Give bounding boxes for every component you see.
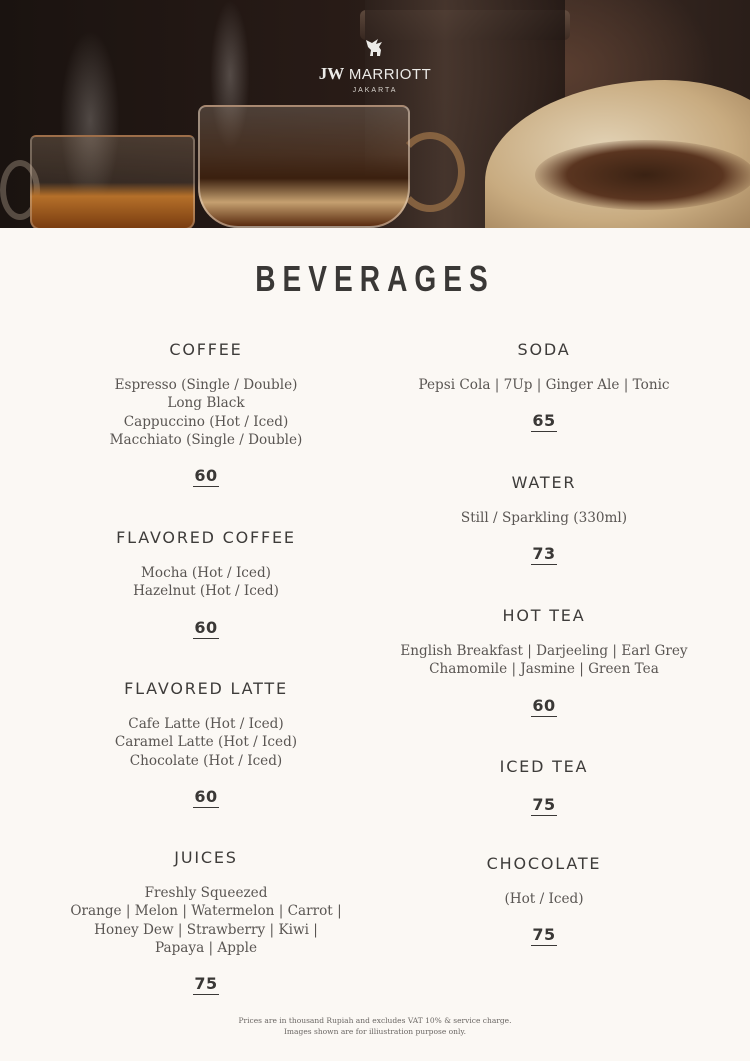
item-list (46, 376, 366, 449)
footer-note (0, 1015, 750, 1037)
section-flavored-coffee (46, 528, 366, 639)
price: 65 (532, 411, 556, 431)
menu-item: Pepsi Cola | 7Up | Ginger Ale | Tonic (418, 377, 670, 393)
menu-item: Orange | Melon | Watermelon | Carrot | (70, 903, 342, 920)
espresso-cup-shape (30, 135, 195, 228)
hero-image-coffee (0, 0, 750, 228)
footer-line: Prices are in thousand Rupiah and excludes VAT 10% & service charge. (238, 1016, 512, 1025)
price: 75 (532, 925, 556, 945)
section-coffee (46, 340, 366, 487)
section-hot-tea (384, 606, 704, 717)
item-list (46, 884, 366, 957)
price: 73 (532, 544, 556, 564)
menu-item: Hazelnut (Hot / Iced) (133, 583, 279, 600)
item-list (46, 564, 366, 601)
menu-item: Mocha (Hot / Iced) (141, 565, 271, 581)
brand-name (300, 64, 450, 84)
menu-item: Cafe Latte (Hot / Iced) (128, 716, 284, 732)
item-list (384, 509, 704, 527)
item-list (46, 715, 366, 770)
menu-item: Chamomile | Jasmine | Green Tea (429, 661, 659, 678)
menu-item: Still / Sparkling (330ml) (460, 510, 628, 526)
section-water (384, 473, 704, 565)
menu-item: Espresso (Single / Double) (114, 377, 298, 393)
section-chocolate (384, 854, 704, 946)
price: 75 (194, 974, 218, 994)
menu-item: Papaya | Apple (154, 939, 258, 956)
section-title: SODA (517, 340, 571, 359)
brand-location: JAKARTA (352, 87, 398, 94)
price: 75 (532, 795, 556, 814)
menu-item: Chocolate (Hot / Iced) (129, 752, 283, 769)
section-title: FLAVORED LATTE (124, 679, 288, 698)
price: 60 (532, 695, 556, 715)
menu-item: Caramel Latte (Hot / Iced) (114, 734, 298, 751)
price: 60 (194, 617, 218, 637)
menu-item: Long Black (167, 395, 245, 412)
price: 60 (194, 466, 218, 486)
section-soda (384, 340, 704, 432)
menu-item: Cappuccino (Hot / Iced) (123, 413, 289, 430)
item-list (384, 376, 704, 394)
section-juices (46, 848, 366, 995)
menu-item: Honey Dew | Strawberry | Kiwi | (94, 921, 318, 938)
section-flavored-latte (46, 679, 366, 808)
footer-line: Images shown are for illiustration purpose only. (283, 1027, 467, 1036)
menu-item: Freshly Squeezed (144, 885, 268, 901)
section-title: COFFEE (169, 340, 243, 359)
menu-item: English Breakfast | Darjeeling | Earl Grey (400, 643, 688, 659)
section-title: HOT TEA (502, 606, 586, 625)
section-title: JUICES (174, 848, 238, 867)
coffee-cup-shape (198, 105, 410, 228)
item-list (384, 642, 704, 679)
section-title: CHOCOLATE (486, 854, 602, 873)
brand-name-text: MARRIOTT (348, 66, 432, 83)
section-title: FLAVORED COFFEE (116, 528, 296, 547)
item-list (384, 890, 704, 908)
section-title: WATER (511, 473, 577, 492)
section-iced-tea (384, 757, 704, 816)
griffin-logo-icon (364, 38, 386, 58)
menu-item: (Hot / Iced) (504, 891, 584, 907)
price: 60 (194, 786, 218, 806)
menu-item: Macchiato (Single / Double) (109, 431, 303, 448)
brand-logo (300, 38, 450, 94)
page-title: BEVERAGES (255, 258, 495, 299)
coffee-beans-shape (535, 140, 750, 210)
section-title: ICED TEA (499, 757, 589, 776)
brand-prefix: JW (318, 64, 345, 83)
